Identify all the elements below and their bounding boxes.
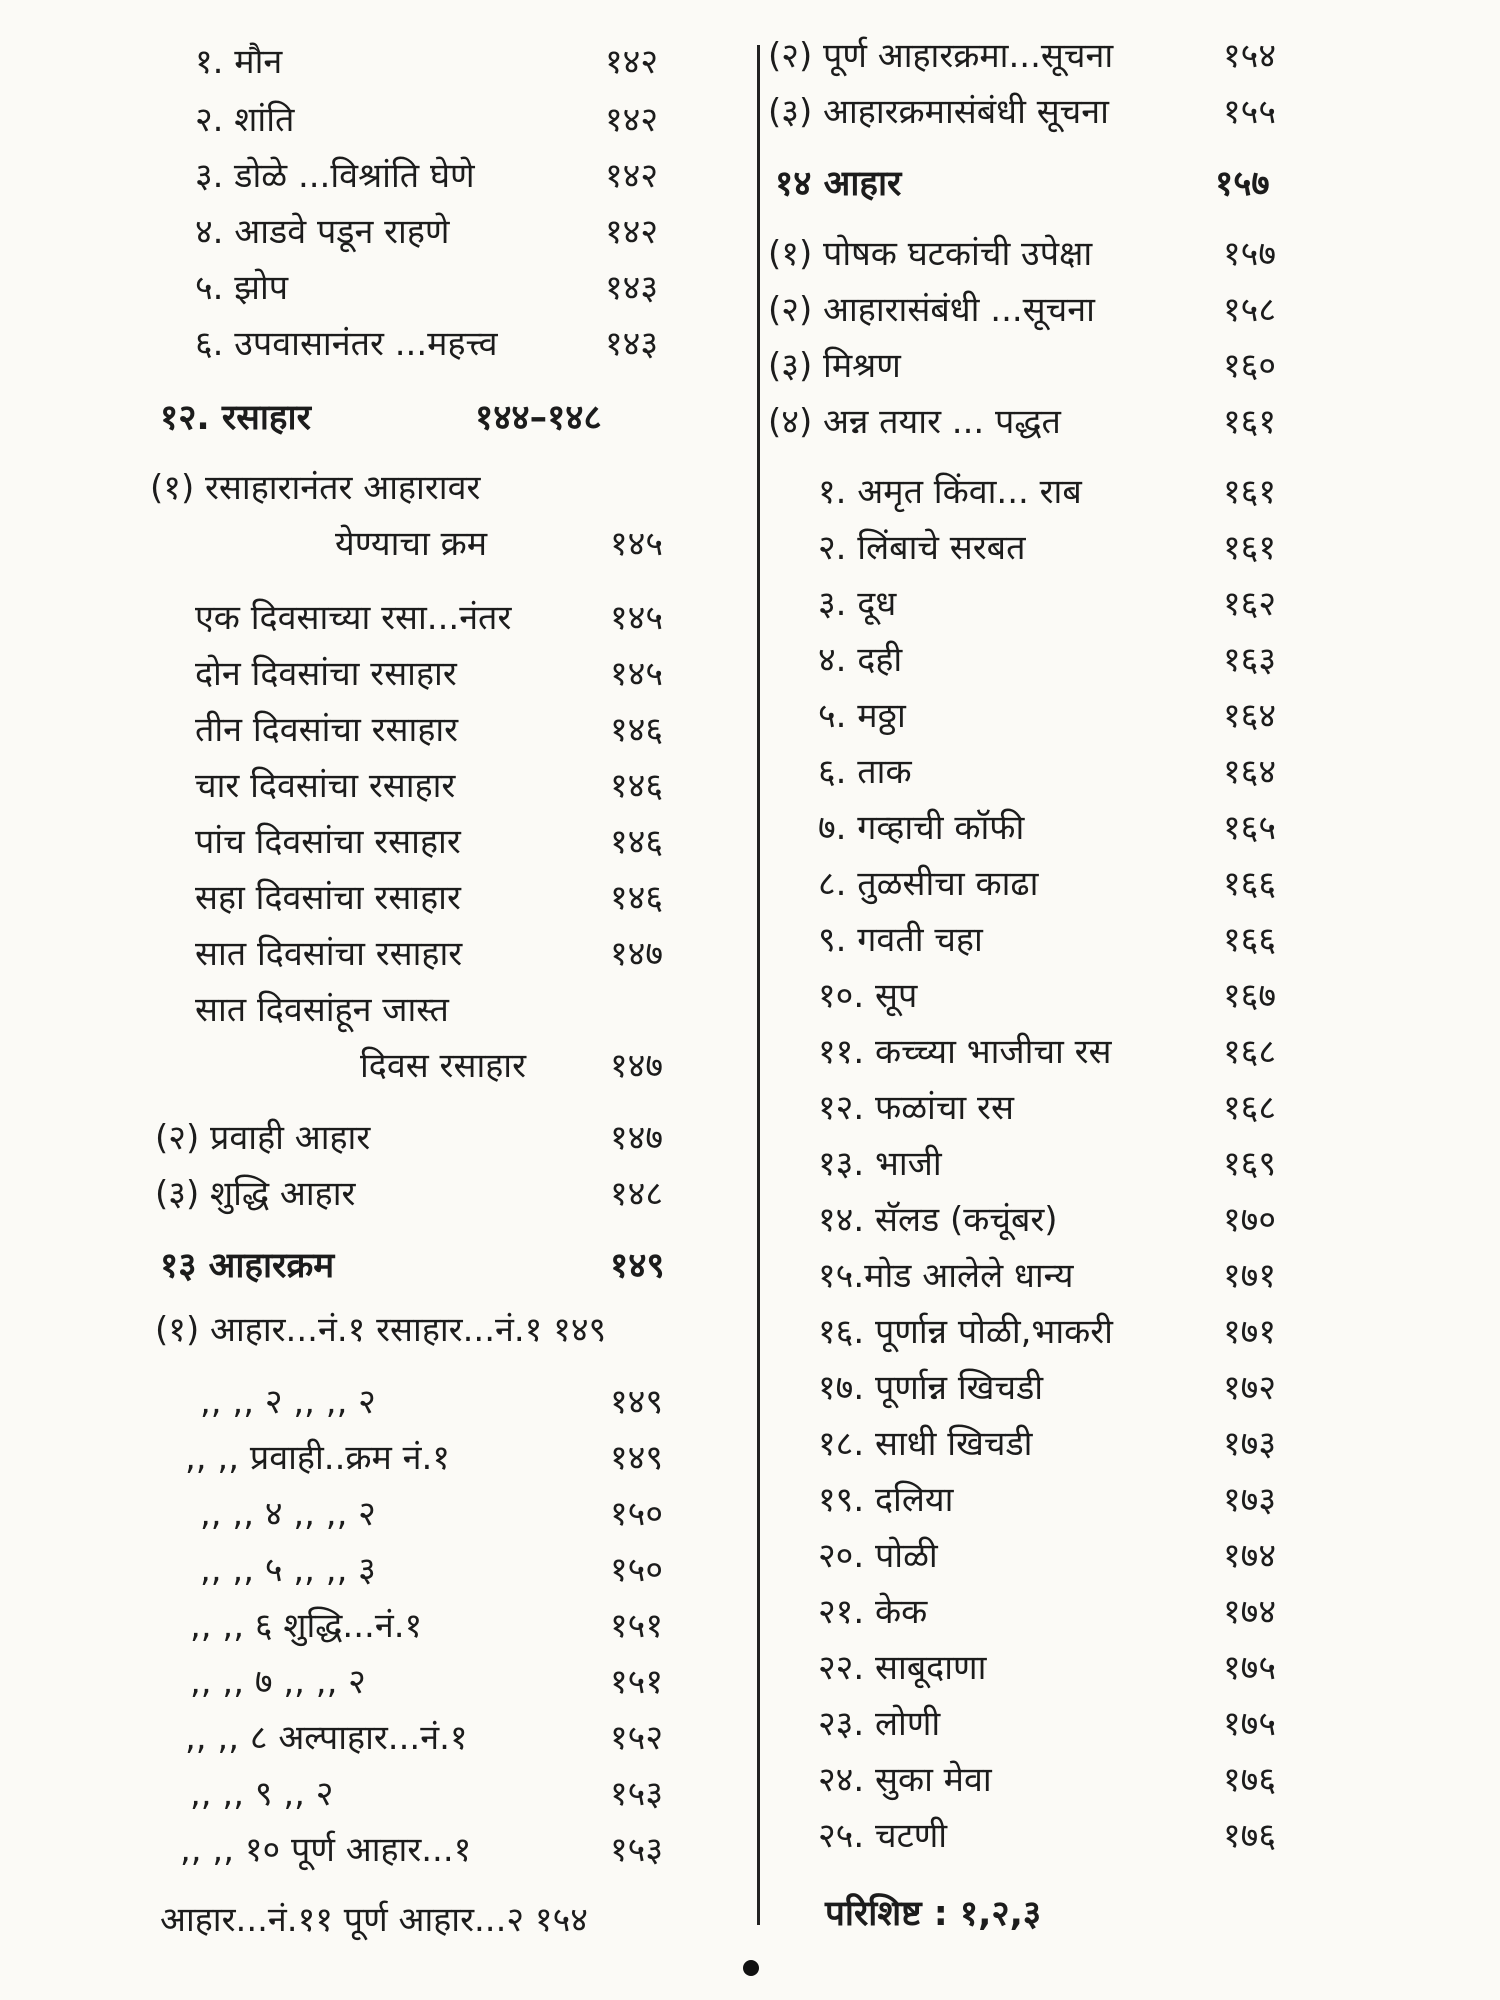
entry-title: तीन दिवसांचा रसाहार xyxy=(195,710,459,750)
entry-title: ६. उपवासानंतर ...महत्त्व xyxy=(195,324,498,364)
entry-page: १६० xyxy=(1223,346,1277,386)
entry-page: १५३ xyxy=(610,1830,664,1870)
entry-page: १५७ xyxy=(1223,234,1277,274)
entry-page: १४६ xyxy=(610,822,664,862)
entry-title: २१. केक xyxy=(818,1592,928,1632)
entry-title: १. अमृत किंवा... राब xyxy=(818,472,1082,512)
entry-page: १४८ xyxy=(610,1174,664,1214)
entry-title: २५. चटणी xyxy=(818,1816,948,1856)
entry-title: २. शांति xyxy=(195,100,295,140)
entry-title: (१) पोषक घटकांची उपेक्षा xyxy=(768,234,1093,274)
entry-title: ६. ताक xyxy=(818,752,912,792)
entry-title: ७. गव्हाची कॉफी xyxy=(818,808,1025,848)
entry-page: १४७ xyxy=(610,1118,664,1158)
entry-title: ,, ,, ५ ,, ,, ३ xyxy=(200,1550,376,1590)
entry-title: ११. कच्च्या भाजीचा रस xyxy=(818,1032,1112,1072)
appendix-title: परिशिष्ट : १,२,३ xyxy=(825,1894,1042,1934)
entry-page: १५० xyxy=(610,1550,664,1590)
page-bullet-mark xyxy=(743,1960,759,1976)
column-divider xyxy=(757,45,760,1925)
entry-page: १४९ xyxy=(610,1438,664,1478)
entry-title: ४. दही xyxy=(818,640,903,680)
entry-title: ,, ,, ६ शुद्धि...नं.१ xyxy=(190,1606,423,1646)
section-page: १४९ xyxy=(610,1246,665,1286)
entry-title: (३) मिश्रण xyxy=(768,346,901,386)
entry-title: सात दिवसांहून जास्त xyxy=(195,990,449,1030)
entry-title: १५.मोड आलेले धान्य xyxy=(818,1256,1074,1296)
entry-title: १. मौन xyxy=(195,42,283,82)
entry-page: १६७ xyxy=(1223,976,1277,1016)
entry-page: १६१ xyxy=(1223,402,1277,442)
entry-page: १४२ xyxy=(605,42,659,82)
entry-page: १६१ xyxy=(1223,528,1277,568)
entry-title: आहार...नं.११ पूर्ण आहार...२ १५४ xyxy=(160,1900,588,1940)
entry-page: १५८ xyxy=(1223,290,1277,330)
section-page-range: १४४–१४८ xyxy=(475,398,602,438)
entry-title: दिवस रसाहार xyxy=(360,1046,527,1086)
entry-title: (२) पूर्ण आहारक्रमा...सूचना xyxy=(768,36,1114,76)
entry-title: १८. साधी खिचडी xyxy=(818,1424,1033,1464)
entry-page: १४२ xyxy=(605,156,659,196)
entry-title: पांच दिवसांचा रसाहार xyxy=(195,822,461,862)
entry-page: १४२ xyxy=(605,100,659,140)
entry-page: १५० xyxy=(610,1494,664,1534)
entry-title: १९. दलिया xyxy=(818,1480,954,1520)
entry-title: ९. गवती चहा xyxy=(818,920,983,960)
entry-page: १५३ xyxy=(610,1774,664,1814)
entry-page: १६६ xyxy=(1223,920,1277,960)
entry-title: ४. आडवे पडून राहणे xyxy=(195,212,450,252)
entry-title: १२. फळांचा रस xyxy=(818,1088,1014,1128)
entry-page: १५४ xyxy=(1223,36,1277,76)
entry-title: १०. सूप xyxy=(818,976,918,1016)
entry-page: १६३ xyxy=(1223,640,1277,680)
entry-page: १४३ xyxy=(605,324,659,364)
entry-title: दोन दिवसांचा रसाहार xyxy=(195,654,457,694)
entry-title: एक दिवसाच्या रसा...नंतर xyxy=(195,598,512,638)
section-title: १४ आहार xyxy=(775,164,902,204)
entry-page: १७५ xyxy=(1223,1704,1277,1744)
entry-page: १४६ xyxy=(610,710,664,750)
entry-page: १७१ xyxy=(1223,1312,1277,1352)
entry-title: ,, ,, ४ ,, ,, २ xyxy=(200,1494,376,1534)
entry-page: १५५ xyxy=(1223,92,1277,132)
entry-page: १६४ xyxy=(1223,696,1277,736)
entry-page: १४६ xyxy=(610,878,664,918)
entry-title: चार दिवसांचा रसाहार xyxy=(195,766,456,806)
entry-page: १७२ xyxy=(1223,1368,1277,1408)
entry-title: २४. सुका मेवा xyxy=(818,1760,992,1800)
entry-page: १७४ xyxy=(1223,1592,1277,1632)
entry-page: १७६ xyxy=(1223,1816,1277,1856)
entry-page: १४९ xyxy=(610,1382,664,1422)
entry-title: सात दिवसांचा रसाहार xyxy=(195,934,463,974)
entry-title: ५. मठ्ठा xyxy=(818,696,906,736)
entry-title: २३. लोणी xyxy=(818,1704,941,1744)
entry-page: १४५ xyxy=(610,524,664,564)
entry-page: १७५ xyxy=(1223,1648,1277,1688)
entry-title: ,, ,, प्रवाही..क्रम नं.१ xyxy=(185,1438,450,1478)
entry-page: १६८ xyxy=(1223,1032,1277,1072)
entry-title: १३. भाजी xyxy=(818,1144,942,1184)
section-page: १५७ xyxy=(1215,164,1270,204)
entry-page: १७० xyxy=(1223,1200,1277,1240)
entry-page: १६२ xyxy=(1223,584,1277,624)
entry-title: ,, ,, २ ,, ,, २ xyxy=(200,1382,376,1422)
entry-page: १४६ xyxy=(610,766,664,806)
entry-title: २. लिंबाचे सरबत xyxy=(818,528,1026,568)
entry-page: १४५ xyxy=(610,654,664,694)
entry-page: १४३ xyxy=(605,268,659,308)
entry-title: (१) आहार...नं.१ रसाहार...नं.१ १४९ xyxy=(155,1310,607,1350)
entry-title: येण्याचा क्रम xyxy=(335,524,488,564)
entry-page: १४२ xyxy=(605,212,659,252)
entry-page: १७१ xyxy=(1223,1256,1277,1296)
entry-title: ,, ,, ७ ,, ,, २ xyxy=(190,1662,366,1702)
entry-title: (३) शुद्धि आहार xyxy=(155,1174,356,1214)
entry-title: ५. झोप xyxy=(195,268,289,308)
entry-page: १४५ xyxy=(610,598,664,638)
entry-page: १६४ xyxy=(1223,752,1277,792)
entry-title: (२) प्रवाही आहार xyxy=(155,1118,371,1158)
entry-title: सहा दिवसांचा रसाहार xyxy=(195,878,461,918)
entry-title: ८. तुळसीचा काढा xyxy=(818,864,1039,904)
entry-title: (३) आहारक्रमासंबंधी सूचना xyxy=(768,92,1109,132)
entry-page: १७३ xyxy=(1223,1480,1277,1520)
entry-title: २२. साबूदाणा xyxy=(818,1648,987,1688)
entry-page: १७४ xyxy=(1223,1536,1277,1576)
entry-page: १६९ xyxy=(1223,1144,1277,1184)
entry-title: १४. सॅलड (कचूंबर) xyxy=(818,1200,1058,1240)
section-title: १२. रसाहार xyxy=(160,398,311,438)
entry-title: (४) अन्न तयार ... पद्धत xyxy=(768,402,1061,442)
entry-title: (१) रसाहारानंतर आहारावर xyxy=(150,468,481,508)
entry-page: १७३ xyxy=(1223,1424,1277,1464)
entry-title: ३. दूध xyxy=(818,584,897,624)
entry-page: १६५ xyxy=(1223,808,1277,848)
entry-title: २०. पोळी xyxy=(818,1536,938,1576)
entry-page: १४७ xyxy=(610,934,664,974)
entry-page: १५२ xyxy=(610,1718,664,1758)
entry-title: ३. डोळे ...विश्रांति घेणे xyxy=(195,156,475,196)
entry-title: १७. पूर्णान्न खिचडी xyxy=(818,1368,1044,1408)
entry-title: (२) आहारासंबंधी ...सूचना xyxy=(768,290,1095,330)
entry-page: १५१ xyxy=(610,1662,664,1702)
entry-title: ,, ,, ९ ,, २ xyxy=(190,1774,334,1814)
entry-page: १६६ xyxy=(1223,864,1277,904)
entry-page: १५१ xyxy=(610,1606,664,1646)
entry-page: १६१ xyxy=(1223,472,1277,512)
entry-page: १४७ xyxy=(610,1046,664,1086)
entry-title: ,, ,, ८ अल्पाहार...नं.१ xyxy=(185,1718,468,1758)
entry-title: १६. पूर्णान्न पोळी,भाकरी xyxy=(818,1312,1113,1352)
section-title: १३ आहारक्रम xyxy=(160,1246,335,1286)
entry-title: ,, ,, १० पूर्ण आहार...१ xyxy=(180,1830,472,1870)
entry-page: १६८ xyxy=(1223,1088,1277,1128)
entry-page: १७६ xyxy=(1223,1760,1277,1800)
